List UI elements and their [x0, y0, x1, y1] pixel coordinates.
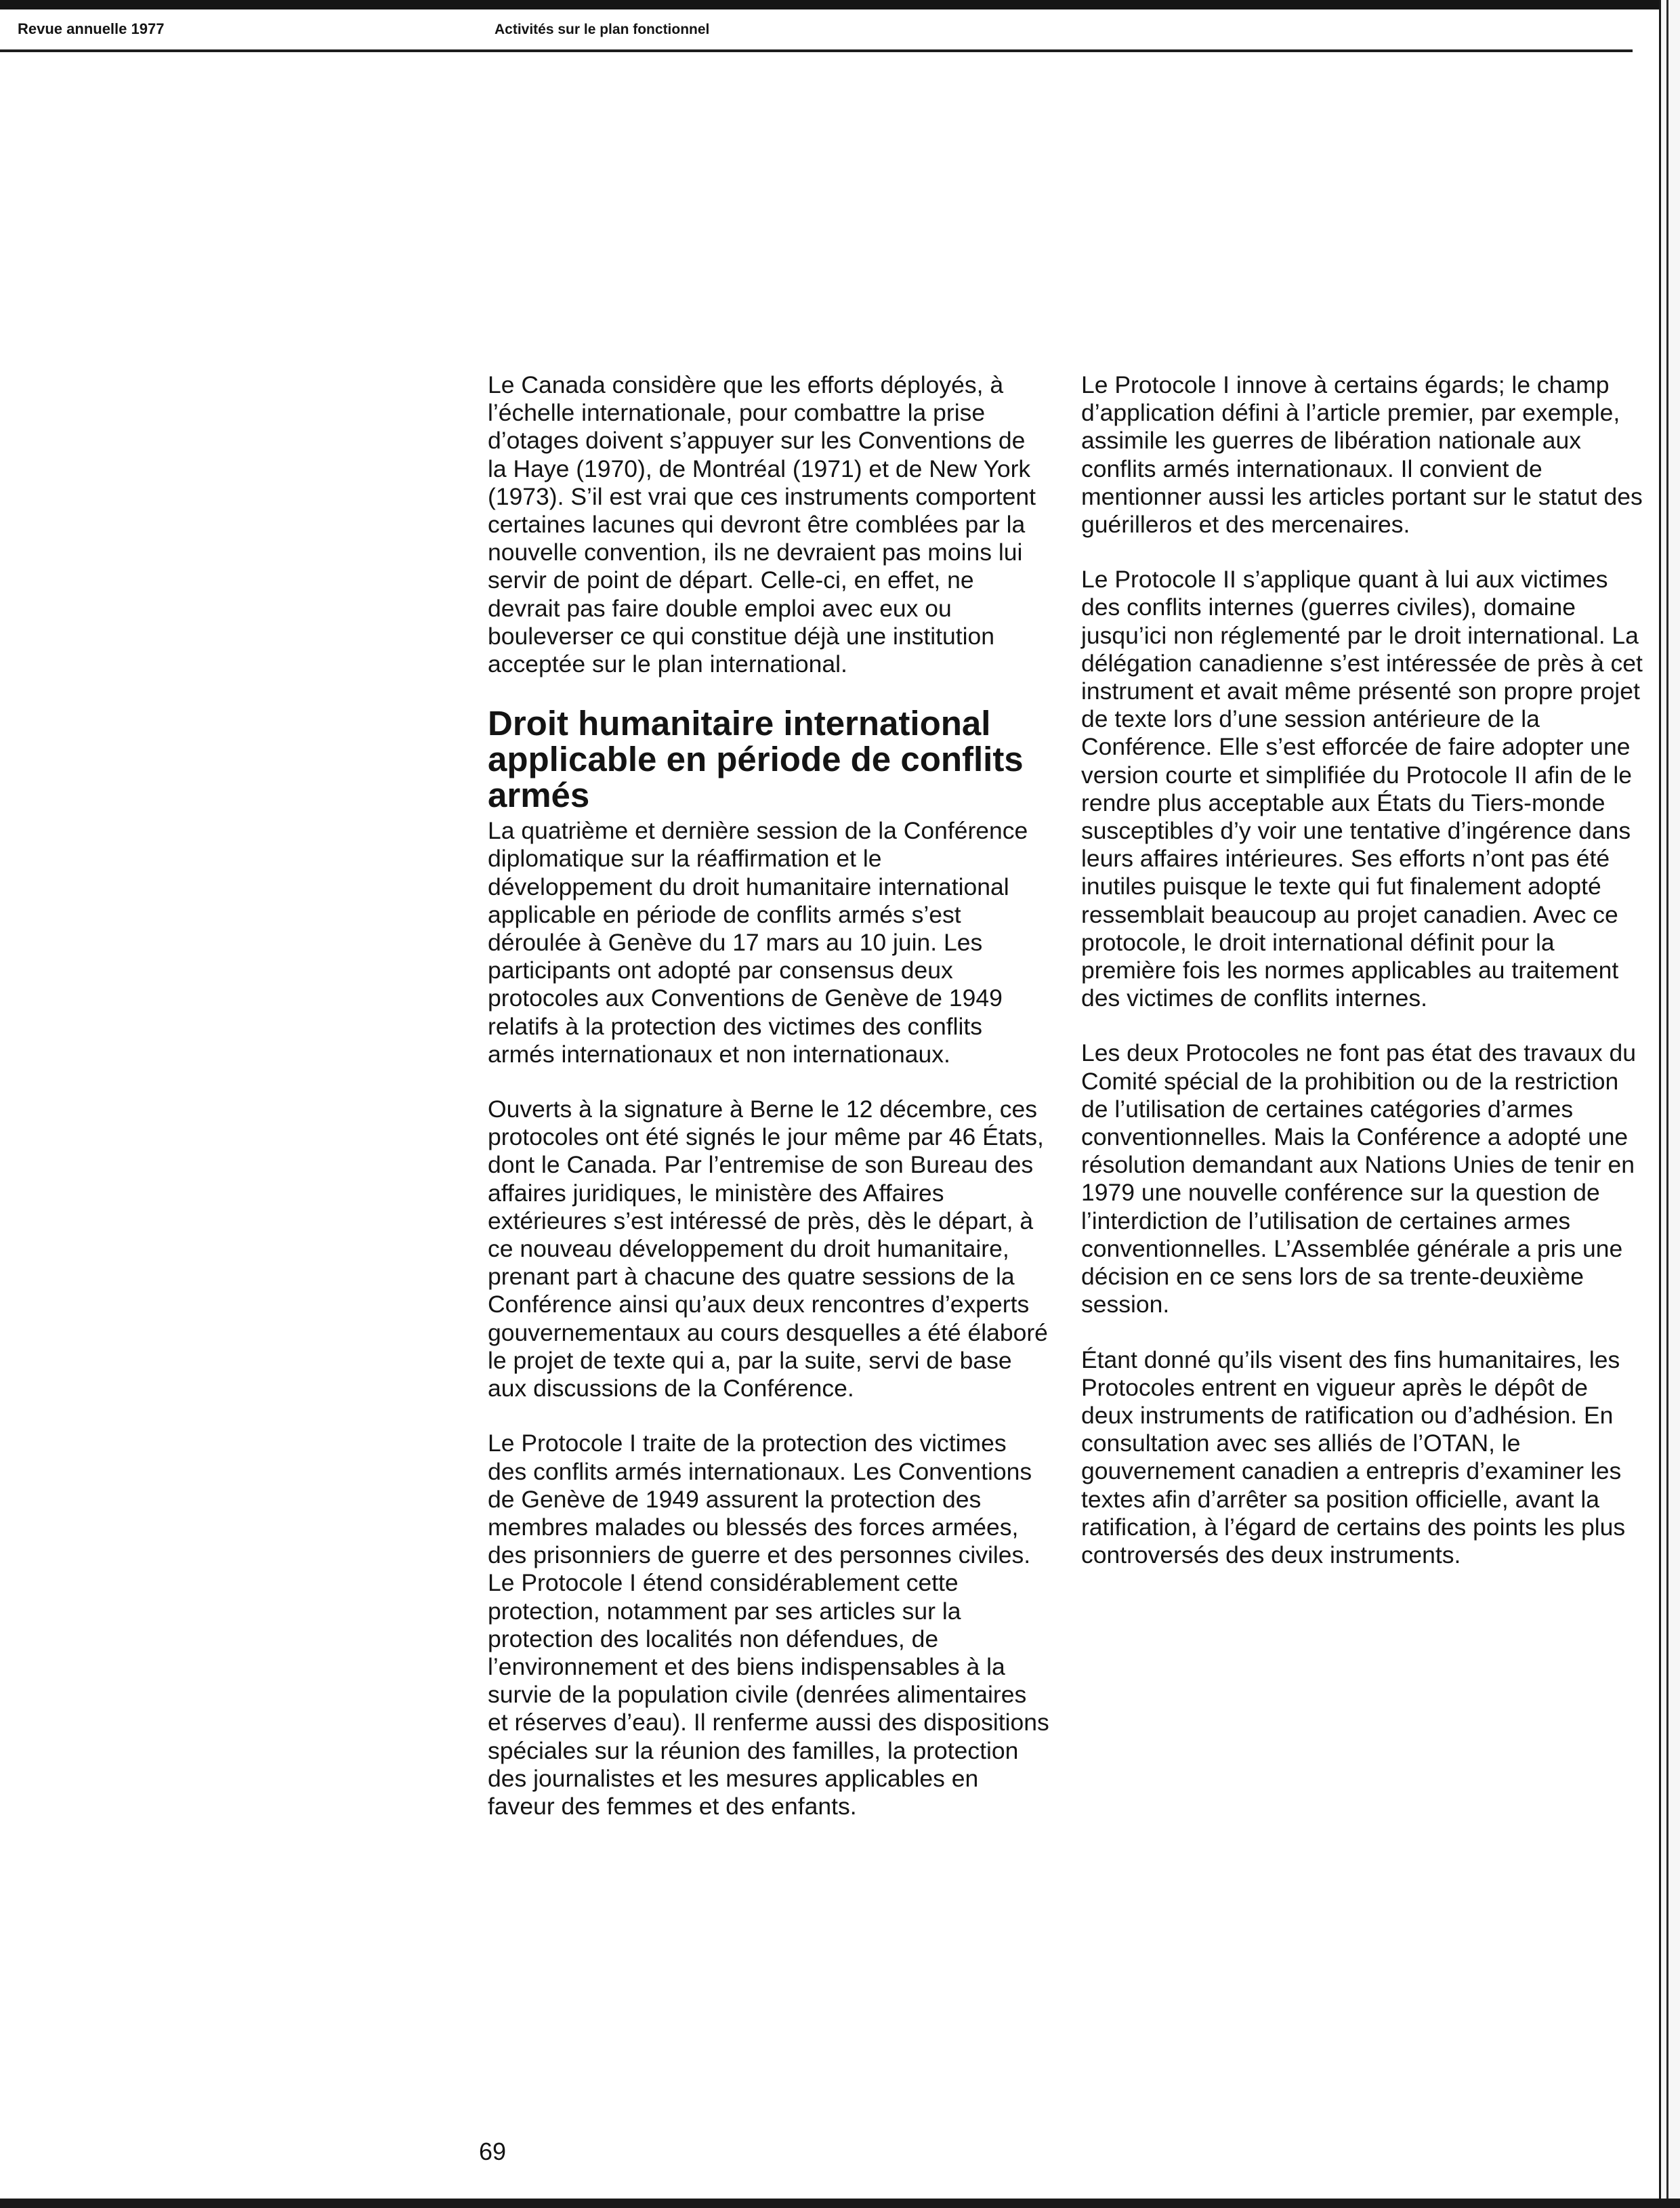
bottom-scan-border — [0, 2199, 1680, 2208]
paragraph-hostage-taking: Le Canada considère que les efforts déployés, à l’échelle internationale, pour combattre la prise d’otages doivent s’appuyer sur les Conventions de la Haye (1970), de Montréal (1971) et de New York (1973). S’il est vrai que ces instruments comportent certaines lacunes qui devront être comblées par la nouvelle convention, ils ne devraient pas moins lui servir de point de départ. Celle-ci, en effet, ne devrait pas faire double emploi avec eux ou bouleverser ce qui constitue déjà une institution acceptée sur le plan international. — [488, 371, 1036, 678]
paragraph-ratification: Étant donné qu’ils visent des fins humanitaires, les Protocoles entrent en vigueur après le dépôt de deux instruments de ratification ou d’adhésion. En consultation avec ses alliés de l’OTAN, le gouvernement canadien a entrepris d’examiner les textes afin d’arrêter sa position officielle, avant la ratification, à l’égard de certains des points les plus controversés des deux instruments. — [1081, 1346, 1626, 1568]
right-scan-border — [1659, 0, 1680, 2208]
page-number: 69 — [479, 2138, 507, 2165]
publication-title: Revue annuelle 1977 — [18, 20, 165, 37]
paragraph-signature-berne: Ouverts à la signature à Berne le 12 décembre, ces protocoles ont été signés le jour même par 46 États, dont le Canada. Par l’entremise de son Bureau des affaires juridiques, le ministère des Affaires extérieures s’est intéressé de près, dès le départ, à ce nouveau développement du droit humanitaire, prenant part à chacune des quatre sessions de la Conférence ainsi qu’aux deux rencontres d’experts gouvernementaux au cours desquelles a été élaboré le projet de texte qui a, par la suite, servi de base aux discussions de la Conférence. — [488, 1096, 1048, 1402]
paragraph-conference-session: La quatrième et dernière session de la Conférence diplomatique sur la réaffirmation et le développement du droit humanitaire international applicable en période de conflits armés s’est déroulée à Genève du 17 mars au 10 juin. Les participants ont adopté par consensus deux protocoles aux Conventions de Genève de 1949 relatifs à la protection des victimes des conflits armés internationaux et non internationaux. — [488, 817, 1028, 1068]
paragraph-protocol-two: Le Protocole II s’applique quant à lui aux victimes des conflits internes (guerres civiles), domaine jusqu’ici non réglementé par le droit international. La délégation canadienne s’est intéressée de près à cet instrument et avait même présenté son propre projet de texte lors d’une session antérieure de la Conférence. Elle s’est efforcée de faire adopter une version courte et simplifiée du Protocole II afin de le rendre plus acceptable aux États du Tiers-monde susceptibles d’y voir une tentative d’ingérence dans leurs affaires intérieures. Ses efforts n’ont pas été inutiles puisque le texte qui fut finalement adopté ressemblait beaucoup au projet canadien. Avec ce protocole, le droit international définit pour la première fois les normes applicables au traitement des victimes de conflits internes. — [1081, 566, 1643, 1012]
section-title: Activités sur le plan fonctionnel — [495, 22, 710, 37]
right-column — [1081, 371, 1643, 1596]
paragraph-conventional-weapons: Les deux Protocoles ne font pas état des travaux du Comité spécial de la prohibition ou de la restriction de l’utilisation de certaines catégories d’armes conventionnelles. Mais la Conférence a adopté une résolution demandant aux Nations Unies de tenir en 1979 une nouvelle conférence sur la question de l’interdiction de l’utilisation de certaines armes conventionnelles. L’Assemblée générale a pris une décision en ce sens lors de sa trente-deuxième session. — [1081, 1039, 1636, 1318]
section-heading: Droit humanitaire international applicable en période de conflits armés — [488, 704, 1024, 815]
header-rule — [0, 49, 1633, 52]
left-column — [488, 371, 1050, 1848]
paragraph-protocol-one-innovations: Le Protocole I innove à certains égards; le champ d’application défini à l’article premier, par exemple, assimile les guerres de libération nationale aux conflits armés internationaux. Il convient de mentionner aussi les articles portant sur le statut des guérilleros et des mercenaires. — [1081, 371, 1643, 539]
paragraph-protocol-one: Le Protocole I traite de la protection des victimes des conflits armés internationaux. Les Conventions de Genève de 1949 assurent la protection des membres malades ou blessés des forces armées, des prisonniers de guerre et des personnes civiles. Le Protocole I étend considérablement cette protection, notamment par ses articles sur la protection des localités non défendues, de l’environnement et des biens indispensables à la survie de la population civile (denrées alimentaires et réserves d’eau). Il renferme aussi des dispositions spéciales sur la réunion des familles, la protection des journalistes et les mesures applicables en faveur des femmes et des enfants. — [488, 1430, 1049, 1820]
running-header — [0, 12, 1633, 50]
top-scan-border — [0, 0, 1680, 9]
